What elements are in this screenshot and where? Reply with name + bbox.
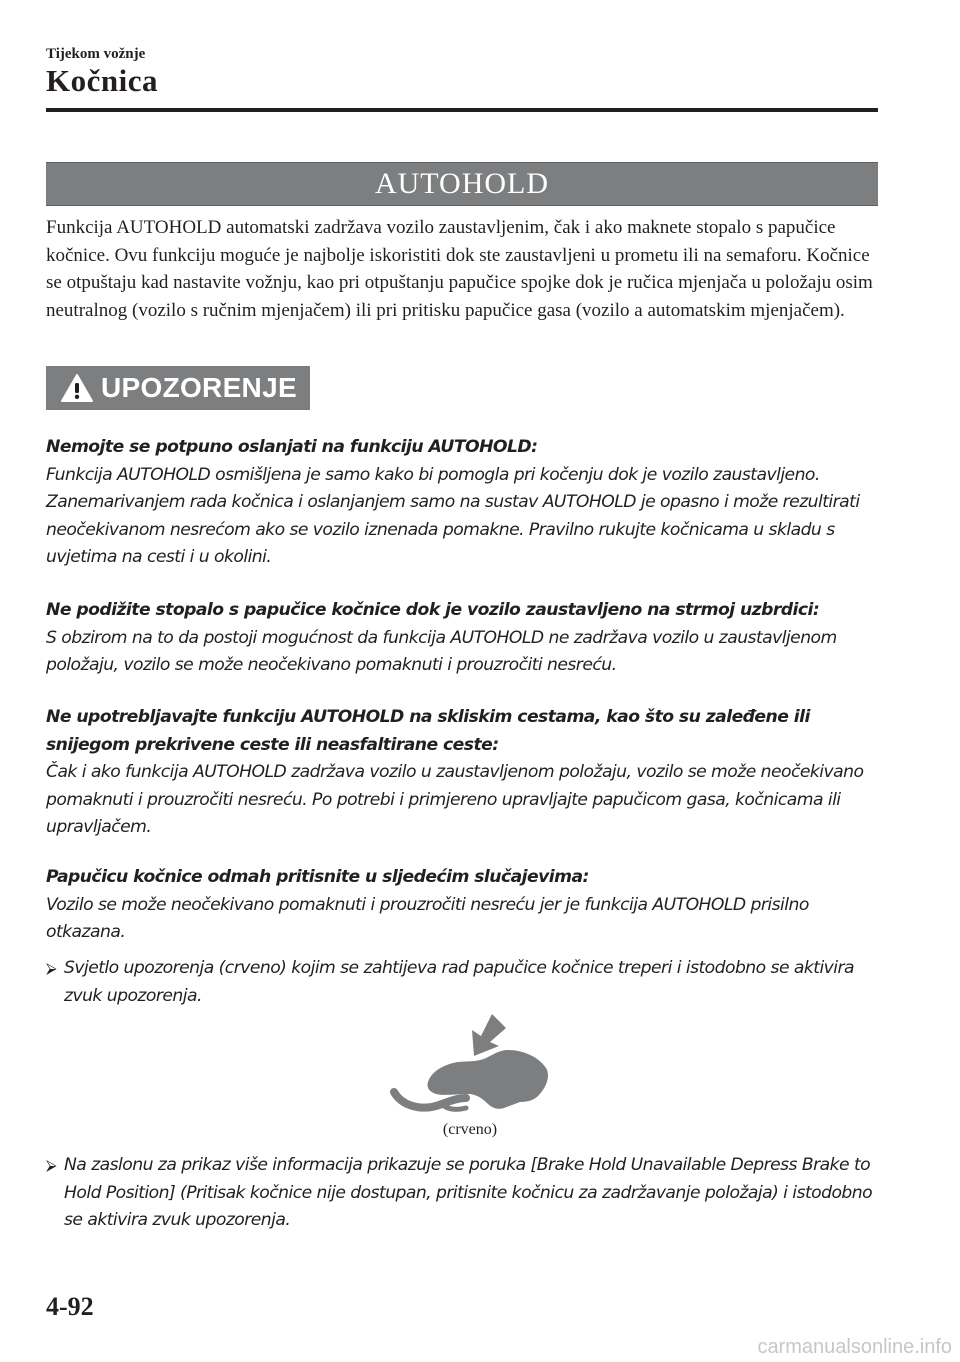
warning-block-text: Funkcija AUTOHOLD osmišljena je samo kako bi pomogla pri kočenju dok je vozilo zaustavljeno. Zanemarivanjem rada kočnica i oslanjanjem samo na sustav AUTOHOLD je opasno i može rezultirati neočekivanom nesrećom ako se vozilo iznenada pomakne. Pravilno rukujte kočnicama u skladu s uvjetima na cesti i u okolini.	[46, 464, 860, 567]
warning-block-text: Čak i ako funkcija AUTOHOLD zadržava vozilo u zaustavljenom položaju, vozilo se može neočekivano pomaknuti i prouzročiti nesreću. Po potrebi i primjereno upravljajte papučicom gasa, kočnicama ili upravljačem.	[46, 762, 864, 837]
page-number: 4-92	[46, 1292, 94, 1321]
warning-block	[46, 597, 878, 680]
warning-block-heading: Ne upotrebljavajte funkciju AUTOHOLD na skliskim cestama, kao što su zaleđene ili snijegom prekrivene ceste ili neasfaltirane ceste:	[46, 707, 810, 755]
bullet-item	[46, 955, 878, 1010]
warning-block	[46, 864, 878, 947]
bullet-text: Na zaslonu za prikaz više informacija prikazuje se poruka [Brake Hold Unavailable Depress Brake to Hold Position] (Pritisak kočnice nije dostupan, pritisnite kočnicu za zadržavanje položaja) i istodobno se aktivira zvuk upozorenja.	[64, 1155, 873, 1230]
bullet-arrow-icon: ⮚	[46, 1156, 57, 1174]
page-title: Kočnica	[46, 63, 158, 98]
warning-block-text: S obzirom na to da postoji mogućnost da funkcija AUTOHOLD ne zadržava vozilo u zaustavljenom položaju, vozilo se može neočekivano pomaknuti i prouzročiti nesreću.	[46, 627, 837, 675]
warning-label: UPOZORENJE	[101, 372, 297, 403]
watermark: carmanualsonline.info	[757, 1336, 952, 1358]
header-divider	[46, 108, 878, 112]
intro-paragraph: Funkcija AUTOHOLD automatski zadržava vozilo zaustavljenim, čak i ako maknete stopalo s papučice kočnice. Ovu funkciju moguće je najbolje iskoristiti dok ste zaustavljeni u prometu ili na semaforu. Kočnice se otpuštaju kad nastavite vožnju, kao pri otpuštanju papučice spojke dok je ručica mjenjača u položaju osim neutralnog (vozilo s ručnim mjenjačem) ili pri pritisku papučice gasa (vozilo a automatskim mjenjačem).	[46, 217, 873, 321]
bullet-item	[46, 1152, 878, 1235]
warning-block-heading: Papučicu kočnice odmah pritisnite u sljedećim slučajevima:	[46, 867, 589, 887]
section-title: AUTOHOLD	[46, 162, 878, 206]
chapter-label: Tijekom vožnje	[46, 46, 146, 62]
bullet-text: Svjetlo upozorenja (crveno) kojim se zahtijeva rad papučice kočnice treperi i istodobno se aktivira zvuk upozorenja.	[64, 958, 855, 1006]
warning-block-heading: Ne podižite stopalo s papučice kočnice dok je vozilo zaustavljeno na strmoj uzbrdici:	[46, 600, 820, 620]
bullet-arrow-icon: ⮚	[46, 959, 57, 977]
warning-triangle-icon	[60, 373, 94, 403]
warning-block-text: Vozilo se može neočekivano pomaknuti i prouzročiti nesreću jer je funkcija AUTOHOLD prisilno otkazana.	[46, 894, 809, 942]
warning-block	[46, 434, 878, 572]
figure-caption: (crveno)	[442, 1121, 498, 1138]
brake-pedal-warning-icon	[388, 1012, 552, 1118]
warning-badge	[46, 366, 310, 410]
warning-block	[46, 704, 878, 842]
warning-block-heading: Nemojte se potpuno oslanjati na funkciju AUTOHOLD:	[46, 437, 538, 457]
